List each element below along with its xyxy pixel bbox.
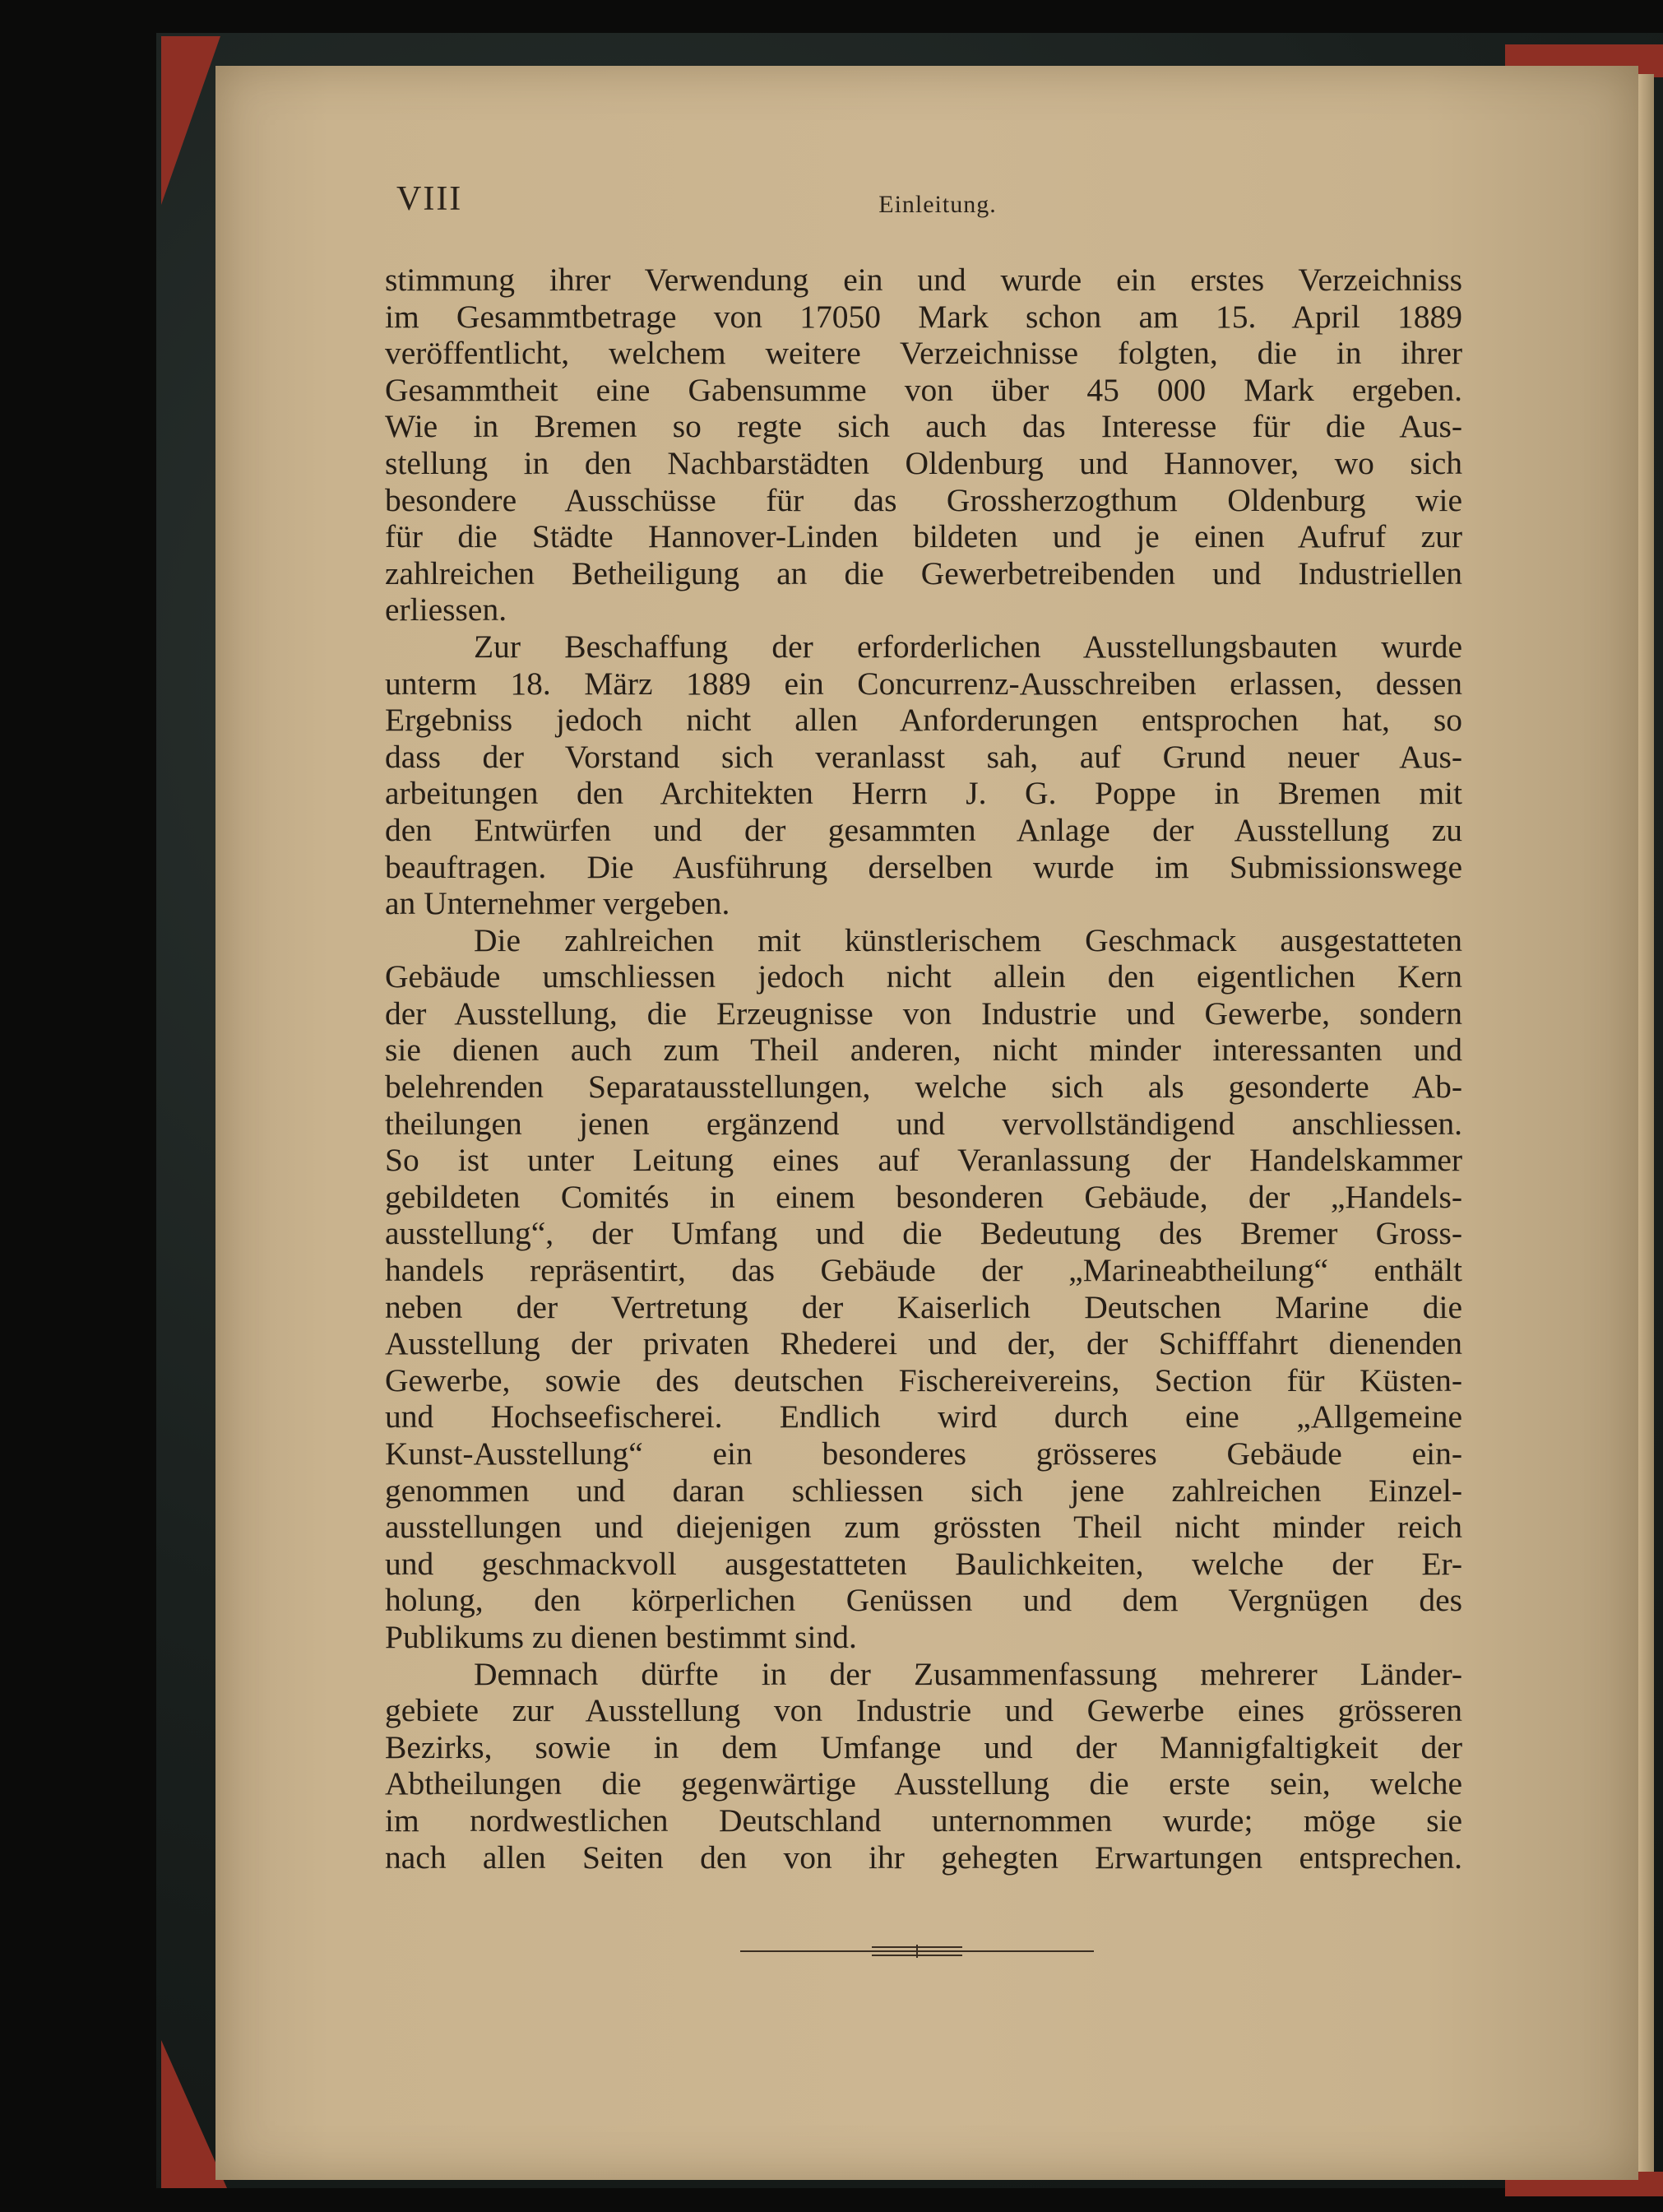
text-line: besondere Ausschüsse für das Grossherzogthum Oldenburg wie bbox=[385, 481, 1462, 518]
text-line: Ausstellung der privaten Rhederei und der, der Schifffahrt dienenden bbox=[385, 1325, 1462, 1362]
text-line: arbeitungen den Architekten Herrn J. G. Poppe in Bremen mit bbox=[385, 775, 1462, 812]
text-line: Demnach dürfte in der Zusammenfassung mehrerer Länder- bbox=[474, 1655, 1462, 1692]
text-line: sie dienen auch zum Theil anderen, nicht minder interessanten und bbox=[385, 1032, 1462, 1069]
text-line: veröffentlicht, welchem weitere Verzeichnisse folgten, die in ihrer bbox=[385, 335, 1462, 372]
text-line: stellung in den Nachbarstädten Oldenburg und Hannover, wo sich bbox=[385, 444, 1462, 481]
text-line: genommen und daran schliessen sich jene zahlreichen Einzel- bbox=[385, 1472, 1462, 1509]
text-line: ausstellung“, der Umfang und die Bedeutung des Bremer Gross- bbox=[385, 1215, 1462, 1252]
text-line: und Hochseefischerei. Endlich wird durch eine „Allgemeine bbox=[385, 1398, 1462, 1435]
text-line: Publikums zu dienen bestimmt sind. bbox=[385, 1618, 857, 1655]
text-line: Gesammtheit eine Gabensumme von über 45 000 Mark ergeben. bbox=[385, 371, 1462, 408]
text-line: Gewerbe, sowie des deutschen Fischereivereins, Section für Küsten- bbox=[385, 1361, 1462, 1398]
text-line: Kunst-Ausstellung“ ein besonderes grösseres Gebäude ein- bbox=[385, 1435, 1462, 1472]
text-line: für die Städte Hannover-Linden bildeten und je einen Aufruf zur bbox=[385, 518, 1462, 555]
text-line: der Ausstellung, die Erzeugnisse von Industrie und Gewerbe, sondern bbox=[385, 995, 1462, 1032]
running-head: Einleitung. bbox=[878, 191, 997, 218]
text-line: neben der Vertretung der Kaiserlich Deutschen Marine die bbox=[385, 1288, 1462, 1325]
text-line: Ergebniss jedoch nicht allen Anforderungen entsprochen hat, so bbox=[385, 702, 1462, 739]
text-line: belehrenden Separatausstellungen, welche sich als gesonderte Ab- bbox=[385, 1069, 1462, 1106]
text-line: und geschmackvoll ausgestatteten Baulichkeiten, welche der Er- bbox=[385, 1545, 1462, 1582]
text-line: nach allen Seiten den von ihr gehegten Erwartungen entsprechen. bbox=[385, 1839, 1462, 1876]
text-line: dass der Vorstand sich veranlasst sah, auf Grund neuer Aus- bbox=[385, 738, 1462, 775]
text-line: im Gesammtbetrage von 17050 Mark schon am 15. April 1889 bbox=[385, 298, 1462, 335]
text-line: gebildeten Comités in einem besonderen Gebäude, der „Handels- bbox=[385, 1178, 1462, 1215]
ornamental-rule bbox=[740, 1943, 1094, 1959]
page-number: VIII bbox=[396, 180, 463, 218]
text-line: Wie in Bremen so regte sich auch das Interesse für die Aus- bbox=[385, 408, 1462, 445]
text-line: unterm 18. März 1889 ein Concurrenz-Ausschreiben erlassen, dessen bbox=[385, 665, 1462, 702]
text-line: im nordwestlichen Deutschland unternommen wurde; möge sie bbox=[385, 1802, 1462, 1839]
text-line: Die zahlreichen mit künstlerischem Geschmack ausgestatteten bbox=[474, 921, 1462, 958]
text-line: handels repräsentirt, das Gebäude der „Marineabtheilung“ enthält bbox=[385, 1252, 1462, 1289]
text-line: theilungen jenen ergänzend und vervollständigend anschliessen. bbox=[385, 1105, 1462, 1142]
text-line: So ist unter Leitung eines auf Veranlassung der Handelskammer bbox=[385, 1142, 1462, 1179]
text-line: Gebäude umschliessen jedoch nicht allein den eigentlichen Kern bbox=[385, 958, 1462, 995]
text-line: erliessen. bbox=[385, 591, 507, 628]
text-line: an Unternehmer vergeben. bbox=[385, 885, 730, 922]
body-text bbox=[385, 262, 1462, 1876]
text-line: stimmung ihrer Verwendung ein und wurde ein erstes Verzeichniss bbox=[385, 262, 1462, 298]
text-line: Abtheilungen die gegenwärtige Ausstellung die erste sein, welche bbox=[385, 1765, 1462, 1802]
text-line: ausstellungen und diejenigen zum grössten Theil nicht minder reich bbox=[385, 1509, 1462, 1546]
text-line: beauftragen. Die Ausführung derselben wurde im Submissionswege bbox=[385, 848, 1462, 885]
text-line: Bezirks, sowie in dem Umfange und der Mannigfaltigkeit der bbox=[385, 1728, 1462, 1765]
text-line: zahlreichen Betheiligung an die Gewerbetreibenden und Industriellen bbox=[385, 554, 1462, 591]
text-line: gebiete zur Ausstellung von Industrie und Gewerbe eines grösseren bbox=[385, 1692, 1462, 1729]
text-line: Zur Beschaffung der erforderlichen Ausstellungsbauten wurde bbox=[474, 628, 1462, 665]
text-line: den Entwürfen und der gesammten Anlage der Ausstellung zu bbox=[385, 811, 1462, 848]
text-line: holung, den körperlichen Genüssen und dem Vergnügen des bbox=[385, 1582, 1462, 1619]
